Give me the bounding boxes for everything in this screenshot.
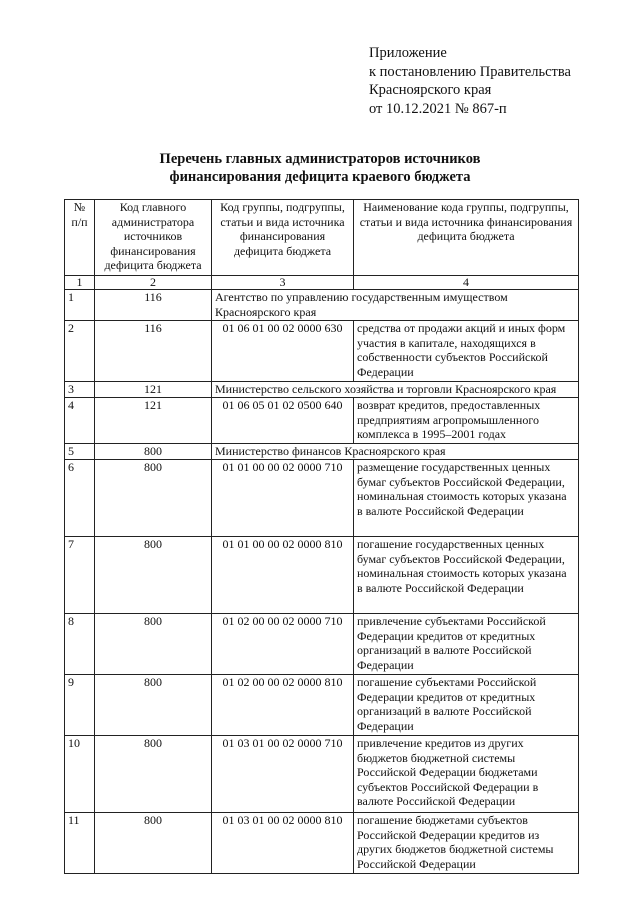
table-row: [65, 537, 579, 614]
source-code: 01 02 00 00 02 0000 710: [212, 614, 354, 675]
table-row: [65, 444, 579, 460]
row-number: 1: [65, 290, 95, 321]
header-admin-code: Код главного администратора источников финансирования дефицита бюджета: [95, 200, 212, 276]
column-numbers-row: [65, 276, 579, 290]
row-number: 6: [65, 460, 95, 537]
source-code: 01 02 00 00 02 0000 810: [212, 675, 354, 736]
admin-code: 800: [95, 813, 212, 874]
source-name: возврат кредитов, предоставленных предприятиям агропромышленного комплекса в 1995–2001 годах: [354, 398, 579, 444]
source-code: 01 03 01 00 02 0000 710: [212, 736, 354, 813]
appendix-line: Приложение: [369, 45, 447, 61]
header-number: № п/п: [65, 200, 95, 276]
header-row: [65, 200, 579, 276]
admin-code: 121: [95, 382, 212, 398]
admin-code: 800: [95, 675, 212, 736]
agency-name: Агентство по управлению государственным имуществом Красноярского края: [212, 290, 579, 321]
column-number: 1: [65, 276, 95, 290]
table-row: [65, 290, 579, 321]
column-number: 2: [95, 276, 212, 290]
source-code: 01 03 01 00 02 0000 810: [212, 813, 354, 874]
sources-table: [64, 199, 579, 874]
table-row: [65, 736, 579, 813]
admin-code: 116: [95, 290, 212, 321]
document-title: [0, 150, 640, 186]
title-line: финансирования дефицита краевого бюджета: [169, 169, 471, 185]
table-row: [65, 813, 579, 874]
row-number: 8: [65, 614, 95, 675]
source-name: средства от продажи акций и иных форм участия в капитале, находящихся в собственности субъектов Российской Федерации: [354, 321, 579, 382]
header-code-name: Наименование кода группы, подгруппы, статьи и вида источника финансирования дефицита бюджета: [354, 200, 579, 276]
source-name: погашение государственных ценных бумаг субъектов Российской Федерации, номинальная стоимость которых указана в валюте Российской Федерации: [354, 537, 579, 614]
admin-code: 800: [95, 460, 212, 537]
admin-code: 800: [95, 614, 212, 675]
appendix-line: от 10.12.2021 № 867-п: [369, 100, 507, 117]
row-number: 5: [65, 444, 95, 460]
row-number: 9: [65, 675, 95, 736]
table-row: [65, 614, 579, 675]
table-row: [65, 460, 579, 537]
agency-name: Министерство сельского хозяйства и торговли Красноярского края: [212, 382, 579, 398]
source-code: 01 06 05 01 02 0500 640: [212, 398, 354, 444]
appendix-block: [369, 44, 571, 118]
table-row: [65, 321, 579, 382]
source-name: привлечение субъектами Российской Федерации кредитов от кредитных организаций в валюте Российской Федерации: [354, 614, 579, 675]
source-code: 01 01 00 00 02 0000 710: [212, 460, 354, 537]
appendix-line: Красноярского края: [369, 82, 492, 98]
row-number: 11: [65, 813, 95, 874]
source-name: размещение государственных ценных бумаг субъектов Российской Федерации, номинальная стоимость которых указана в валюте Российской Федерации: [354, 460, 579, 537]
table-row: [65, 398, 579, 444]
source-code: 01 01 00 00 02 0000 810: [212, 537, 354, 614]
admin-code: 800: [95, 444, 212, 460]
agency-name: Министерство финансов Красноярского края: [212, 444, 579, 460]
column-number: 3: [212, 276, 354, 290]
admin-code: 116: [95, 321, 212, 382]
source-code: 01 06 01 00 02 0000 630: [212, 321, 354, 382]
table-row: [65, 382, 579, 398]
header-group-code: Код группы, подгруппы, статьи и вида источника финансирования дефицита бюджета: [212, 200, 354, 276]
title-line: Перечень главных администраторов источников: [159, 151, 481, 167]
row-number: 10: [65, 736, 95, 813]
admin-code: 800: [95, 736, 212, 813]
column-number: 4: [354, 276, 579, 290]
table-row: [65, 675, 579, 736]
row-number: 4: [65, 398, 95, 444]
row-number: 2: [65, 321, 95, 382]
row-number: 3: [65, 382, 95, 398]
appendix-line: к постановлению Правительства: [369, 63, 571, 80]
source-name: погашение субъектами Российской Федерации кредитов от кредитных организаций в валюте Российской Федерации: [354, 675, 579, 736]
row-number: 7: [65, 537, 95, 614]
source-name: привлечение кредитов из других бюджетов бюджетной системы Российской Федерации бюджетами субъектов Российской Федерации в валюте Российской Федерации: [354, 736, 579, 813]
admin-code: 121: [95, 398, 212, 444]
source-name: погашение бюджетами субъектов Российской Федерации кредитов из других бюджетов бюджетной системы Российской Федерации: [354, 813, 579, 874]
admin-code: 800: [95, 537, 212, 614]
